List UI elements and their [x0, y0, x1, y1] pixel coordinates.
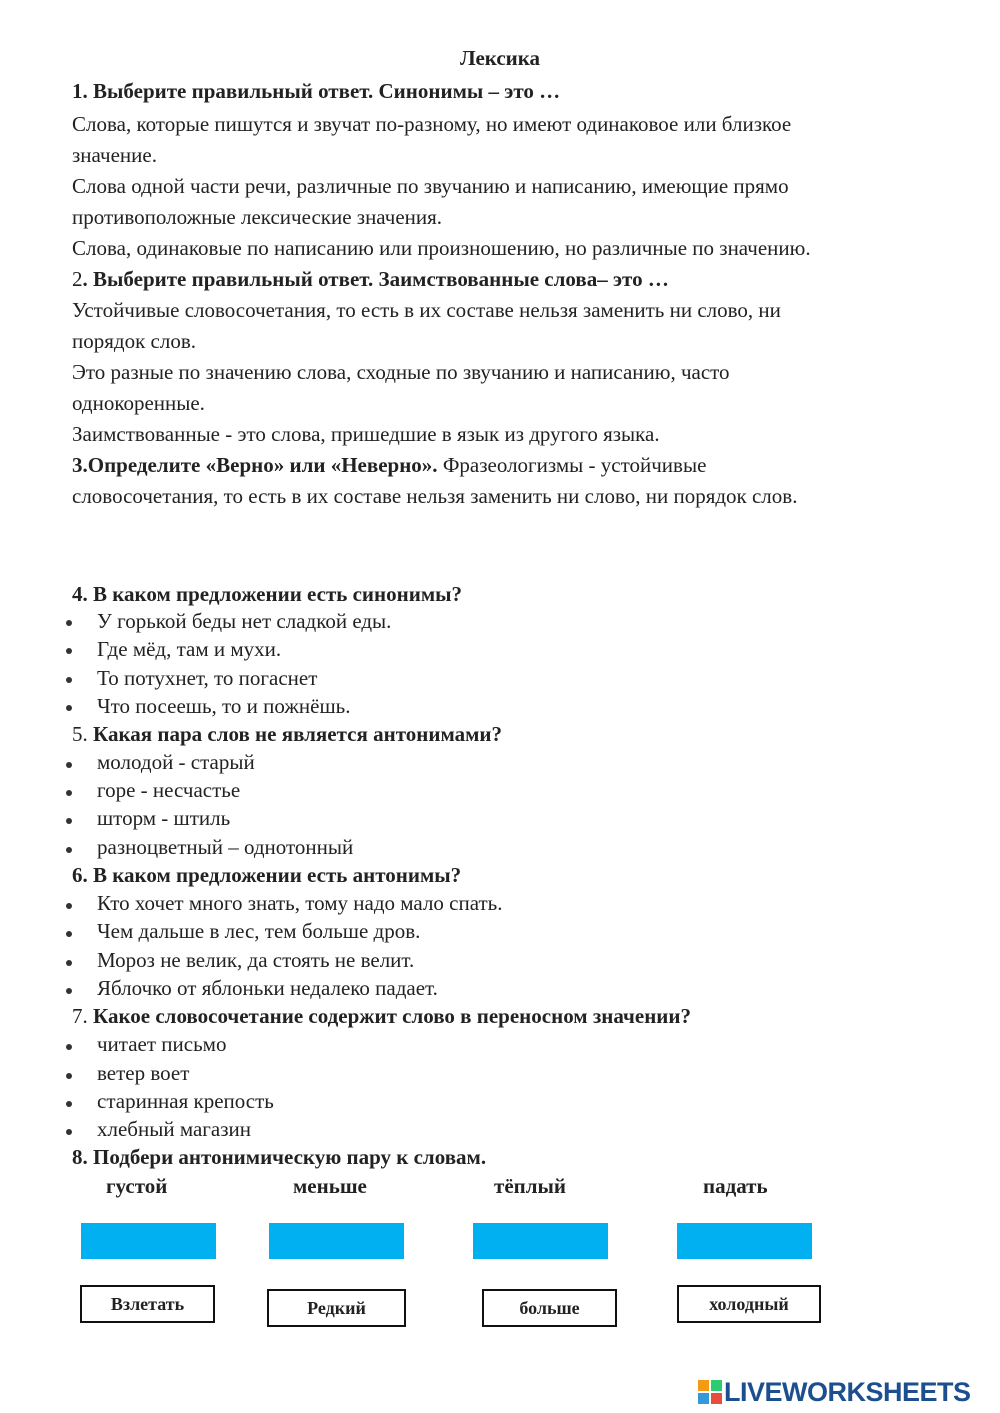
bullet-icon [66, 1073, 72, 1079]
drop-zone[interactable] [81, 1223, 216, 1259]
question-2 [72, 264, 669, 295]
bullet-icon [66, 705, 72, 711]
q7-number: 7. [72, 1004, 93, 1028]
q2-option-1-line-1[interactable]: Устойчивые словосочетания, то есть в их составе нельзя заменить ни слово, ни [72, 298, 781, 322]
q6-option[interactable]: Кто хочет много знать, тому надо мало спать. [97, 891, 503, 915]
q8-word: меньше [293, 1174, 367, 1198]
q7-option[interactable]: хлебный магазин [97, 1117, 251, 1141]
q8-word: густой [106, 1174, 168, 1198]
bullet-icon [66, 790, 72, 796]
bullet-icon [66, 762, 72, 768]
page-title: Лексика [459, 46, 541, 70]
q2-option-2-line-2[interactable]: однокоренные. [72, 391, 205, 415]
q1-option-3[interactable]: Слова, одинаковые по написанию или произношению, но различные по значению. [72, 236, 811, 260]
q2-option-2-line-1[interactable]: Это разные по значению слова, сходные по звучанию и написанию, часто [72, 360, 730, 384]
q4-option[interactable]: То потухнет, то погаснет [97, 666, 318, 690]
q2-number: 2 [72, 267, 83, 291]
q1-option-1-line-2[interactable]: значение. [72, 143, 157, 167]
q5-text: Какая пара слов не является антонимами? [93, 722, 503, 746]
q5-number: 5. [72, 722, 93, 746]
draggable-answer[interactable]: Редкий [267, 1289, 406, 1327]
q7-option[interactable]: читает письмо [97, 1032, 227, 1056]
q2-option-1-line-2[interactable]: порядок слов. [72, 329, 197, 353]
bullet-icon [66, 818, 72, 824]
logo-text: LIVEWORKSHEETS [724, 1376, 971, 1407]
bullet-icon [66, 1044, 72, 1050]
question-1 [72, 76, 560, 107]
drop-zone[interactable] [269, 1223, 404, 1259]
q5-option[interactable]: горе - несчастье [97, 778, 241, 802]
q6-option[interactable]: Чем дальше в лес, тем больше дров. [97, 919, 421, 943]
q5-option[interactable]: шторм - штиль [97, 806, 231, 830]
bullet-icon [66, 988, 72, 994]
q3-statement-2: словосочетания, то есть в их составе нельзя заменить ни слово, ни порядок слов. [72, 484, 798, 508]
q7-option[interactable]: старинная крепость [97, 1089, 274, 1113]
q3-statement-1: Фразеологизмы - устойчивые [437, 453, 707, 477]
q1-option-1-line-1[interactable]: Слова, которые пишутся и звучат по-разному, но имеют одинаковое или близкое [72, 112, 792, 136]
q1-option-2-line-2[interactable]: противоположные лексические значения. [72, 205, 443, 229]
q4-option[interactable]: Где мёд, там и мухи. [97, 637, 282, 661]
bullet-icon [66, 847, 72, 853]
bullet-icon [66, 931, 72, 937]
q1-option-2-line-1[interactable]: Слова одной части речи, различные по звучанию и написанию, имеющие прямо [72, 174, 789, 198]
question-3 [72, 450, 706, 481]
q2-text: . Выберите правильный ответ. Заимствованные слова– это … [82, 267, 669, 291]
draggable-answer[interactable]: холодный [677, 1285, 821, 1323]
q4-option[interactable]: У горькой беды нет сладкой еды. [97, 609, 392, 633]
liveworksheets-logo-icon [698, 1380, 722, 1404]
bullet-icon [66, 1129, 72, 1135]
bullet-icon [66, 648, 72, 654]
question-6: 6. В каком предложении есть антонимы? [72, 863, 462, 887]
drop-zone[interactable] [473, 1223, 608, 1259]
bullet-icon [66, 903, 72, 909]
bullet-icon [66, 620, 72, 626]
draggable-answer[interactable]: Взлетать [80, 1285, 215, 1323]
question-5 [72, 719, 502, 750]
bullet-icon [66, 960, 72, 966]
drop-zone[interactable] [677, 1223, 812, 1259]
q6-option[interactable]: Яблочко от яблоньки недалеко падает. [97, 976, 438, 1000]
q8-word: тёплый [494, 1174, 567, 1198]
q1-text: Выберите правильный ответ. Синонимы – это … [93, 79, 561, 103]
q5-option[interactable]: разноцветный – однотонный [97, 835, 354, 859]
q8-word: падать [703, 1174, 768, 1198]
q1-number: 1. [72, 79, 93, 103]
liveworksheets-logo [698, 1375, 971, 1409]
bullet-icon [66, 677, 72, 683]
draggable-answer[interactable]: больше [482, 1289, 617, 1327]
q2-option-3[interactable]: Заимствованные - это слова, пришедшие в язык из другого языка. [72, 422, 660, 446]
question-8: 8. Подбери антонимическую пару к словам. [72, 1145, 487, 1169]
bullet-icon [66, 1101, 72, 1107]
q7-text: Какое словосочетание содержит слово в переносном значении? [93, 1004, 692, 1028]
q6-option[interactable]: Мороз не велик, да стоять не велит. [97, 948, 415, 972]
q3-text: 3.Определите «Верно» или «Неверно». [72, 453, 438, 477]
q7-option[interactable]: ветер воет [97, 1061, 190, 1085]
question-7 [72, 1001, 691, 1032]
question-4: 4. В каком предложении есть синонимы? [72, 582, 463, 606]
q5-option[interactable]: молодой - старый [97, 750, 255, 774]
q4-option[interactable]: Что посеешь, то и пожнёшь. [97, 694, 351, 718]
